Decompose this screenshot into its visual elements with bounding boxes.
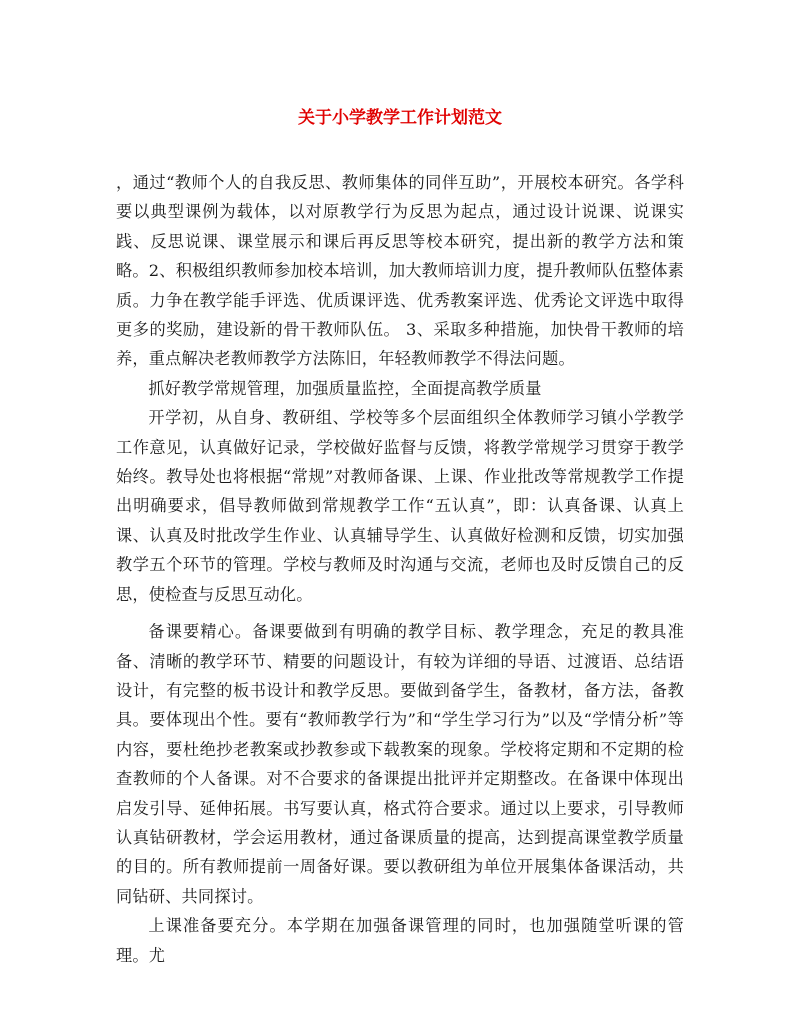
document-body [116, 168, 684, 970]
document-title: 关于小学教学工作计划范文 [298, 108, 502, 128]
paragraph-routine-management-heading: 抓好教学常规管理，加强质量监控，全面提高教学质量 [148, 378, 542, 398]
paragraph-school-research: ，通过“教师个人的自我反思、教师集体的同伴互助”，开展校本研究。各学科要以典型课例为载体，以对原教学行为反思为起点，通过设计说课、说课实践、反思说课、课堂展示和课后再反思等校本研究，提出新的教学方法和策略。2、积极组织教师参加校本培训，加大教师培训力度，提升教师队伍整体素质。力争在教学能手评选、优质课评选、优秀教案评选、优秀论文评选中取得更多的奖励，建设新的骨干教师队伍。 3、采取多种措施，加快骨干教师的培养，重点解决老教师教学方法陈旧，年轻教师教学不得法问题。 [116, 173, 684, 369]
paragraph-class-preparation: 上课准备要充分。本学期在加强备课管理的同时，也加强随堂听课的管理。尤 [116, 916, 684, 965]
paragraph-semester-start: 开学初，从自身、教研组、学校等多个层面组织全体教师学习镇小学教学工作意见，认真做好记录，学校做好监督与反馈，将教学常规学习贯穿于教学始终。教导处也将根据“常规”对教师备课、上课、作业批改等常规教学工作提出明确要求，倡导教师做到常规教学工作“五认真”，即：认真备课、认真上课、认真及时批改学生作业、认真辅导学生、认真做好检测和反馈，切实加强教学五个环节的管理。学校与教师及时沟通与交流，老师也及时反馈自己的反思，使检查与反思互动化。 [116, 408, 684, 604]
paragraph-lesson-preparation: 备课要精心。备课要做到有明确的教学目标、教学理念，充足的教具准备、清晰的教学环节、精要的问题设计，有较为详细的导语、过渡语、总结语设计，有完整的板书设计和教学反思。要做到备学生，备教材，备方法，备教具。要体现出个性。要有“教师教学行为”和“学生学习行为”以及“学情分析”等内容，要杜绝抄老教案或抄教参或下载教案的现象。学校将定期和不定期的检查教师的个人备课。对不合要求的备课提出批评并定期整改。在备课中体现出启发引导、延伸拓展。书写要认真，格式符合要求。通过以上要求，引导教师认真钻研教材，学会运用教材，通过备课质量的提高，达到提高课堂教学质量的目的。所有教师提前一周备好课。要以教研组为单位开展集体备课活动，共同钻研、共同探讨。 [116, 622, 684, 906]
